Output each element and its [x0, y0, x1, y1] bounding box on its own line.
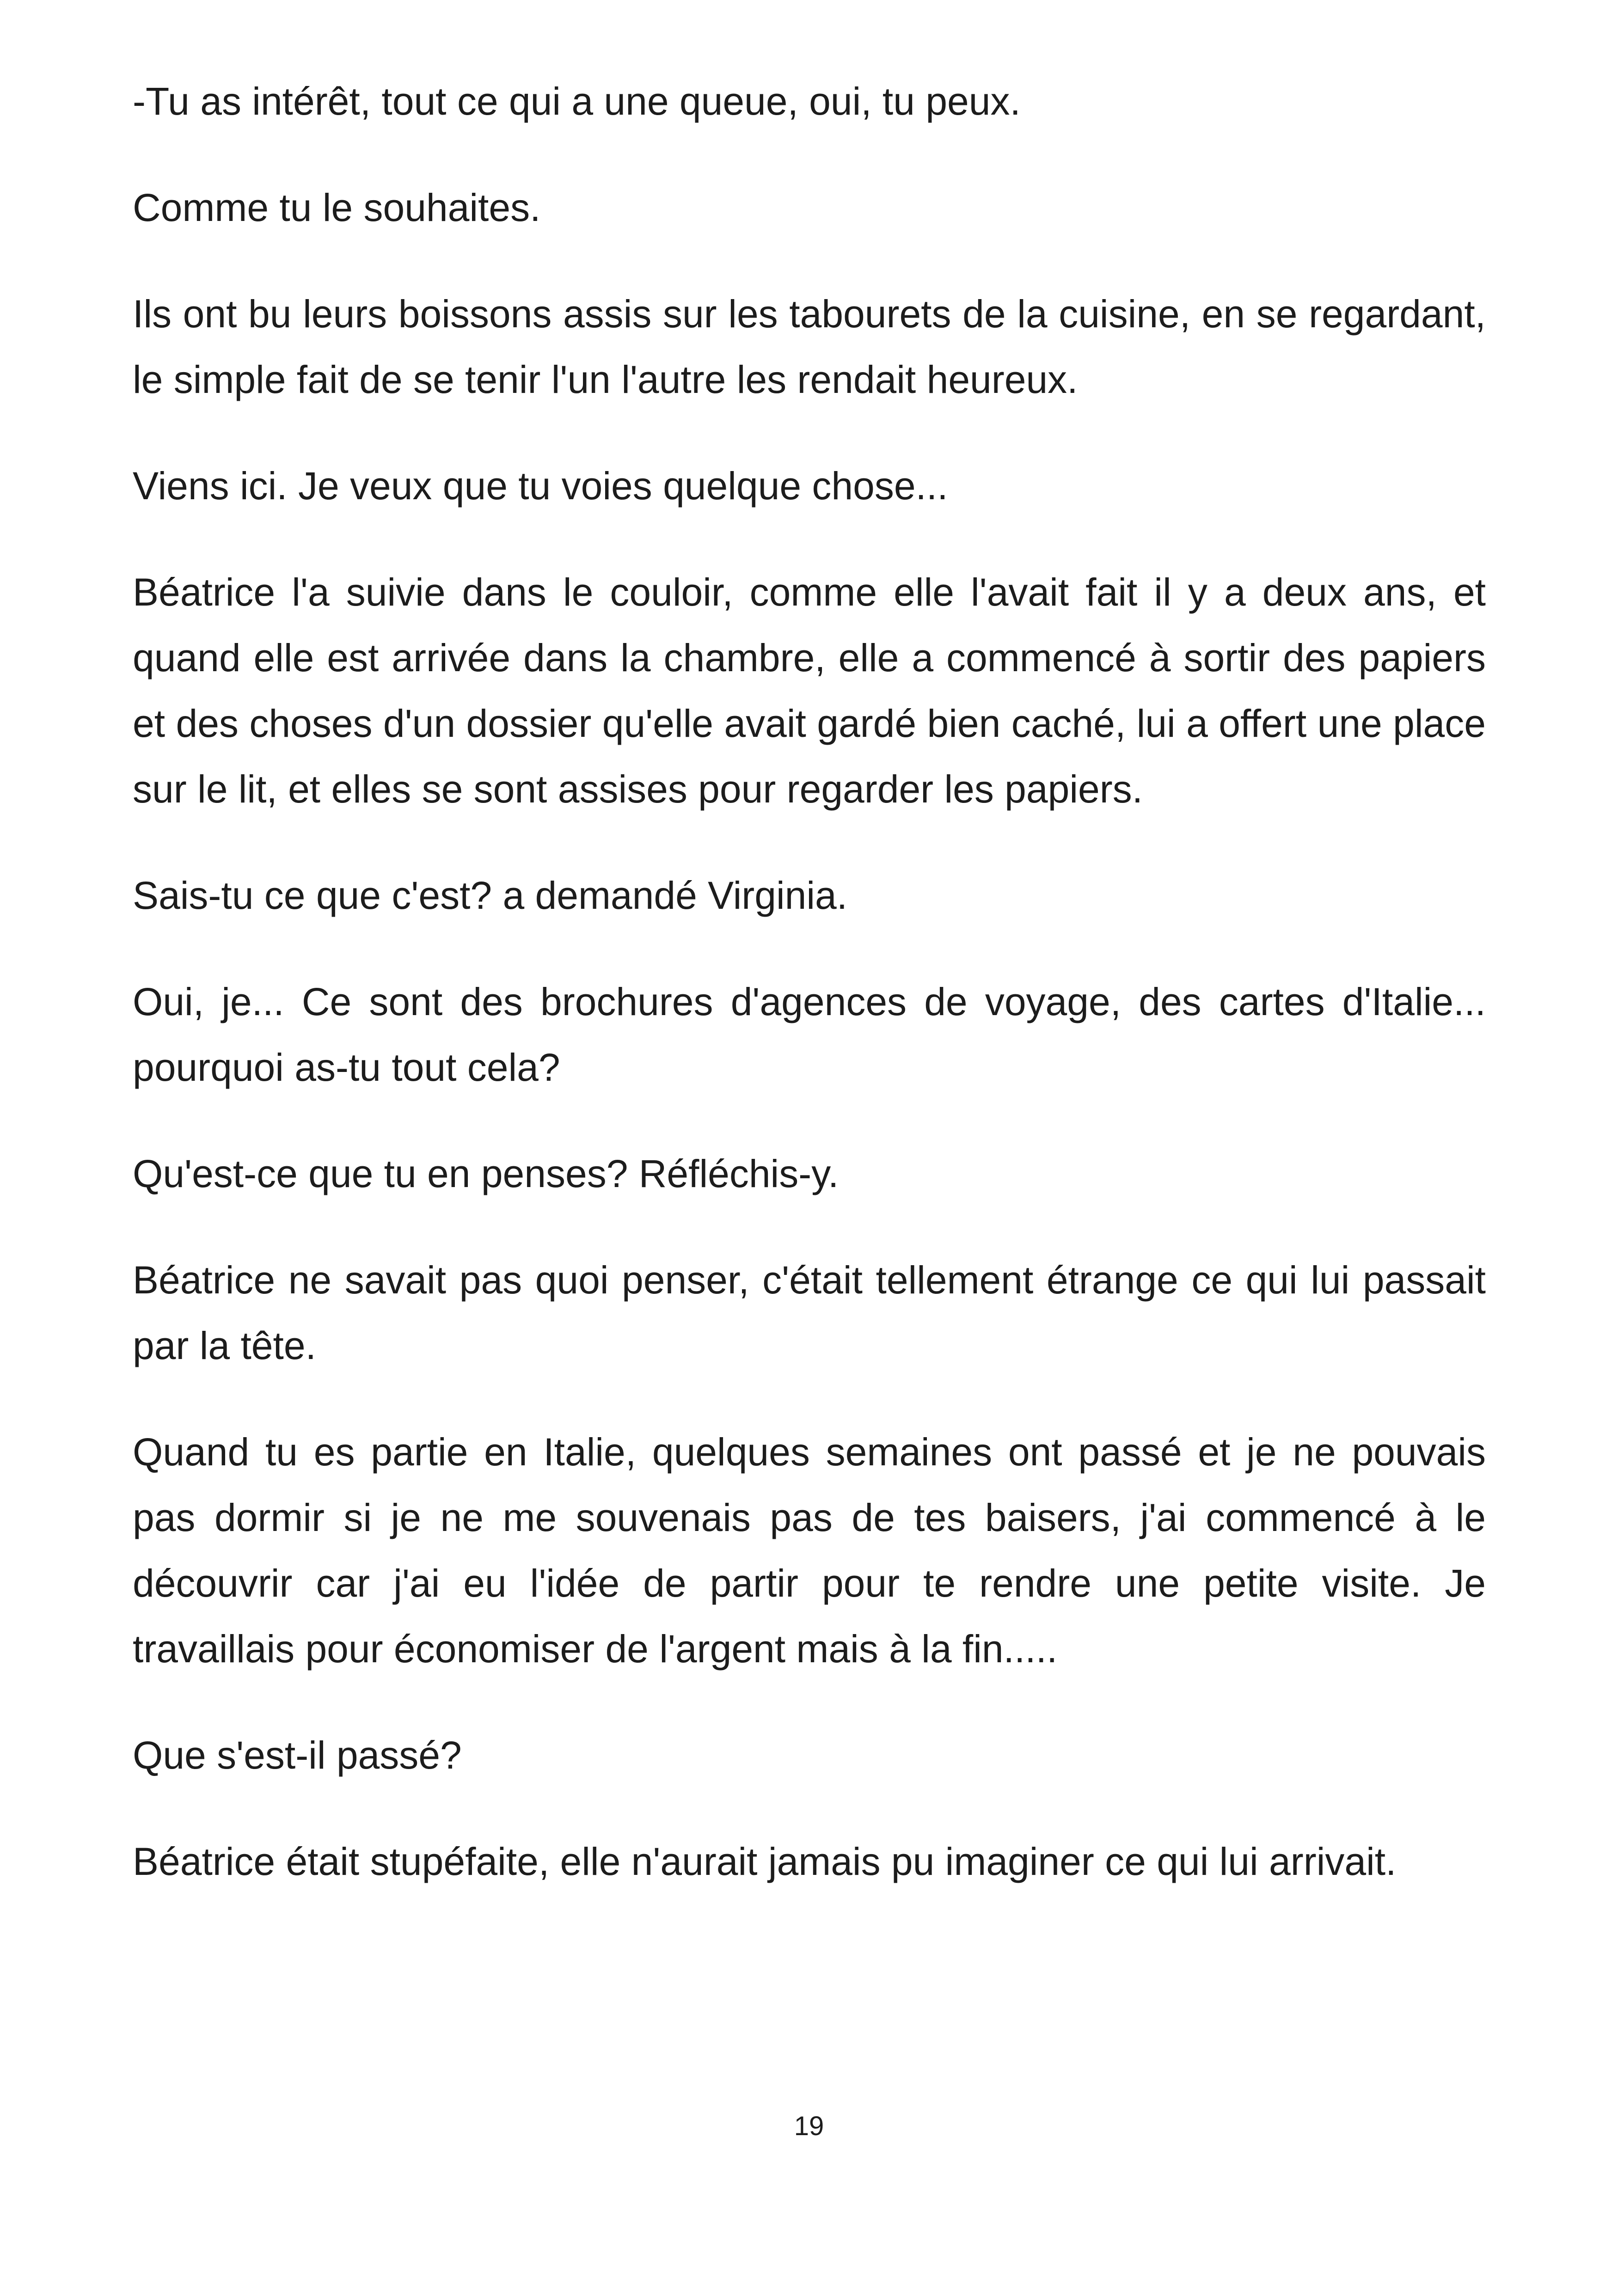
page-number: 19 [794, 2111, 824, 2141]
paragraph-10: Quand tu es partie en Italie, quelques semaines ont passé et je ne pouvais pas dormir si je ne me souvenais pas de tes baisers, j'ai commencé à le découvrir car j'ai eu l'idée de partir pour te rendre une petite visite. Je travaillais pour économiser de l'argent mais à la fin..... [133, 1430, 1486, 1671]
paragraph-7: Oui, je... Ce sont des brochures d'agences de voyage, des cartes d'Italie... pourquoi as-tu tout cela? [133, 980, 1486, 1089]
paragraph-6: Sais-tu ce que c'est? a demandé Virginia. [133, 874, 848, 917]
paragraph-1: -Tu as intérêt, tout ce qui a une queue, oui, tu peux. [133, 80, 1021, 123]
paragraph-4: Viens ici. Je veux que tu voies quelque chose... [133, 464, 948, 508]
paragraph-2: Comme tu le souhaites. [133, 186, 541, 229]
paragraph-12: Béatrice était stupéfaite, elle n'aurait jamais pu imaginer ce qui lui arrivait. [133, 1840, 1397, 1883]
paragraph-8: Qu'est-ce que tu en penses? Réfléchis-y. [133, 1152, 839, 1195]
paragraph-3: Ils ont bu leurs boissons assis sur les tabourets de la cuisine, en se regardant, le simple fait de se tenir l'un l'autre les rendait heureux. [133, 292, 1486, 401]
paragraph-5: Béatrice l'a suivie dans le couloir, comme elle l'avait fait il y a deux ans, et quand elle est arrivée dans la chambre, elle a commencé à sortir des papiers et des choses d'un dossier qu'elle avait gardé bien caché, lui a offert une place sur le lit, et elles se sont assises pour regarder les papiers. [133, 570, 1486, 811]
paragraph-9: Béatrice ne savait pas quoi penser, c'était tellement étrange ce qui lui passait par la tête. [133, 1258, 1486, 1367]
body-text [133, 68, 1486, 1935]
paragraph-11: Que s'est-il passé? [133, 1733, 462, 1777]
